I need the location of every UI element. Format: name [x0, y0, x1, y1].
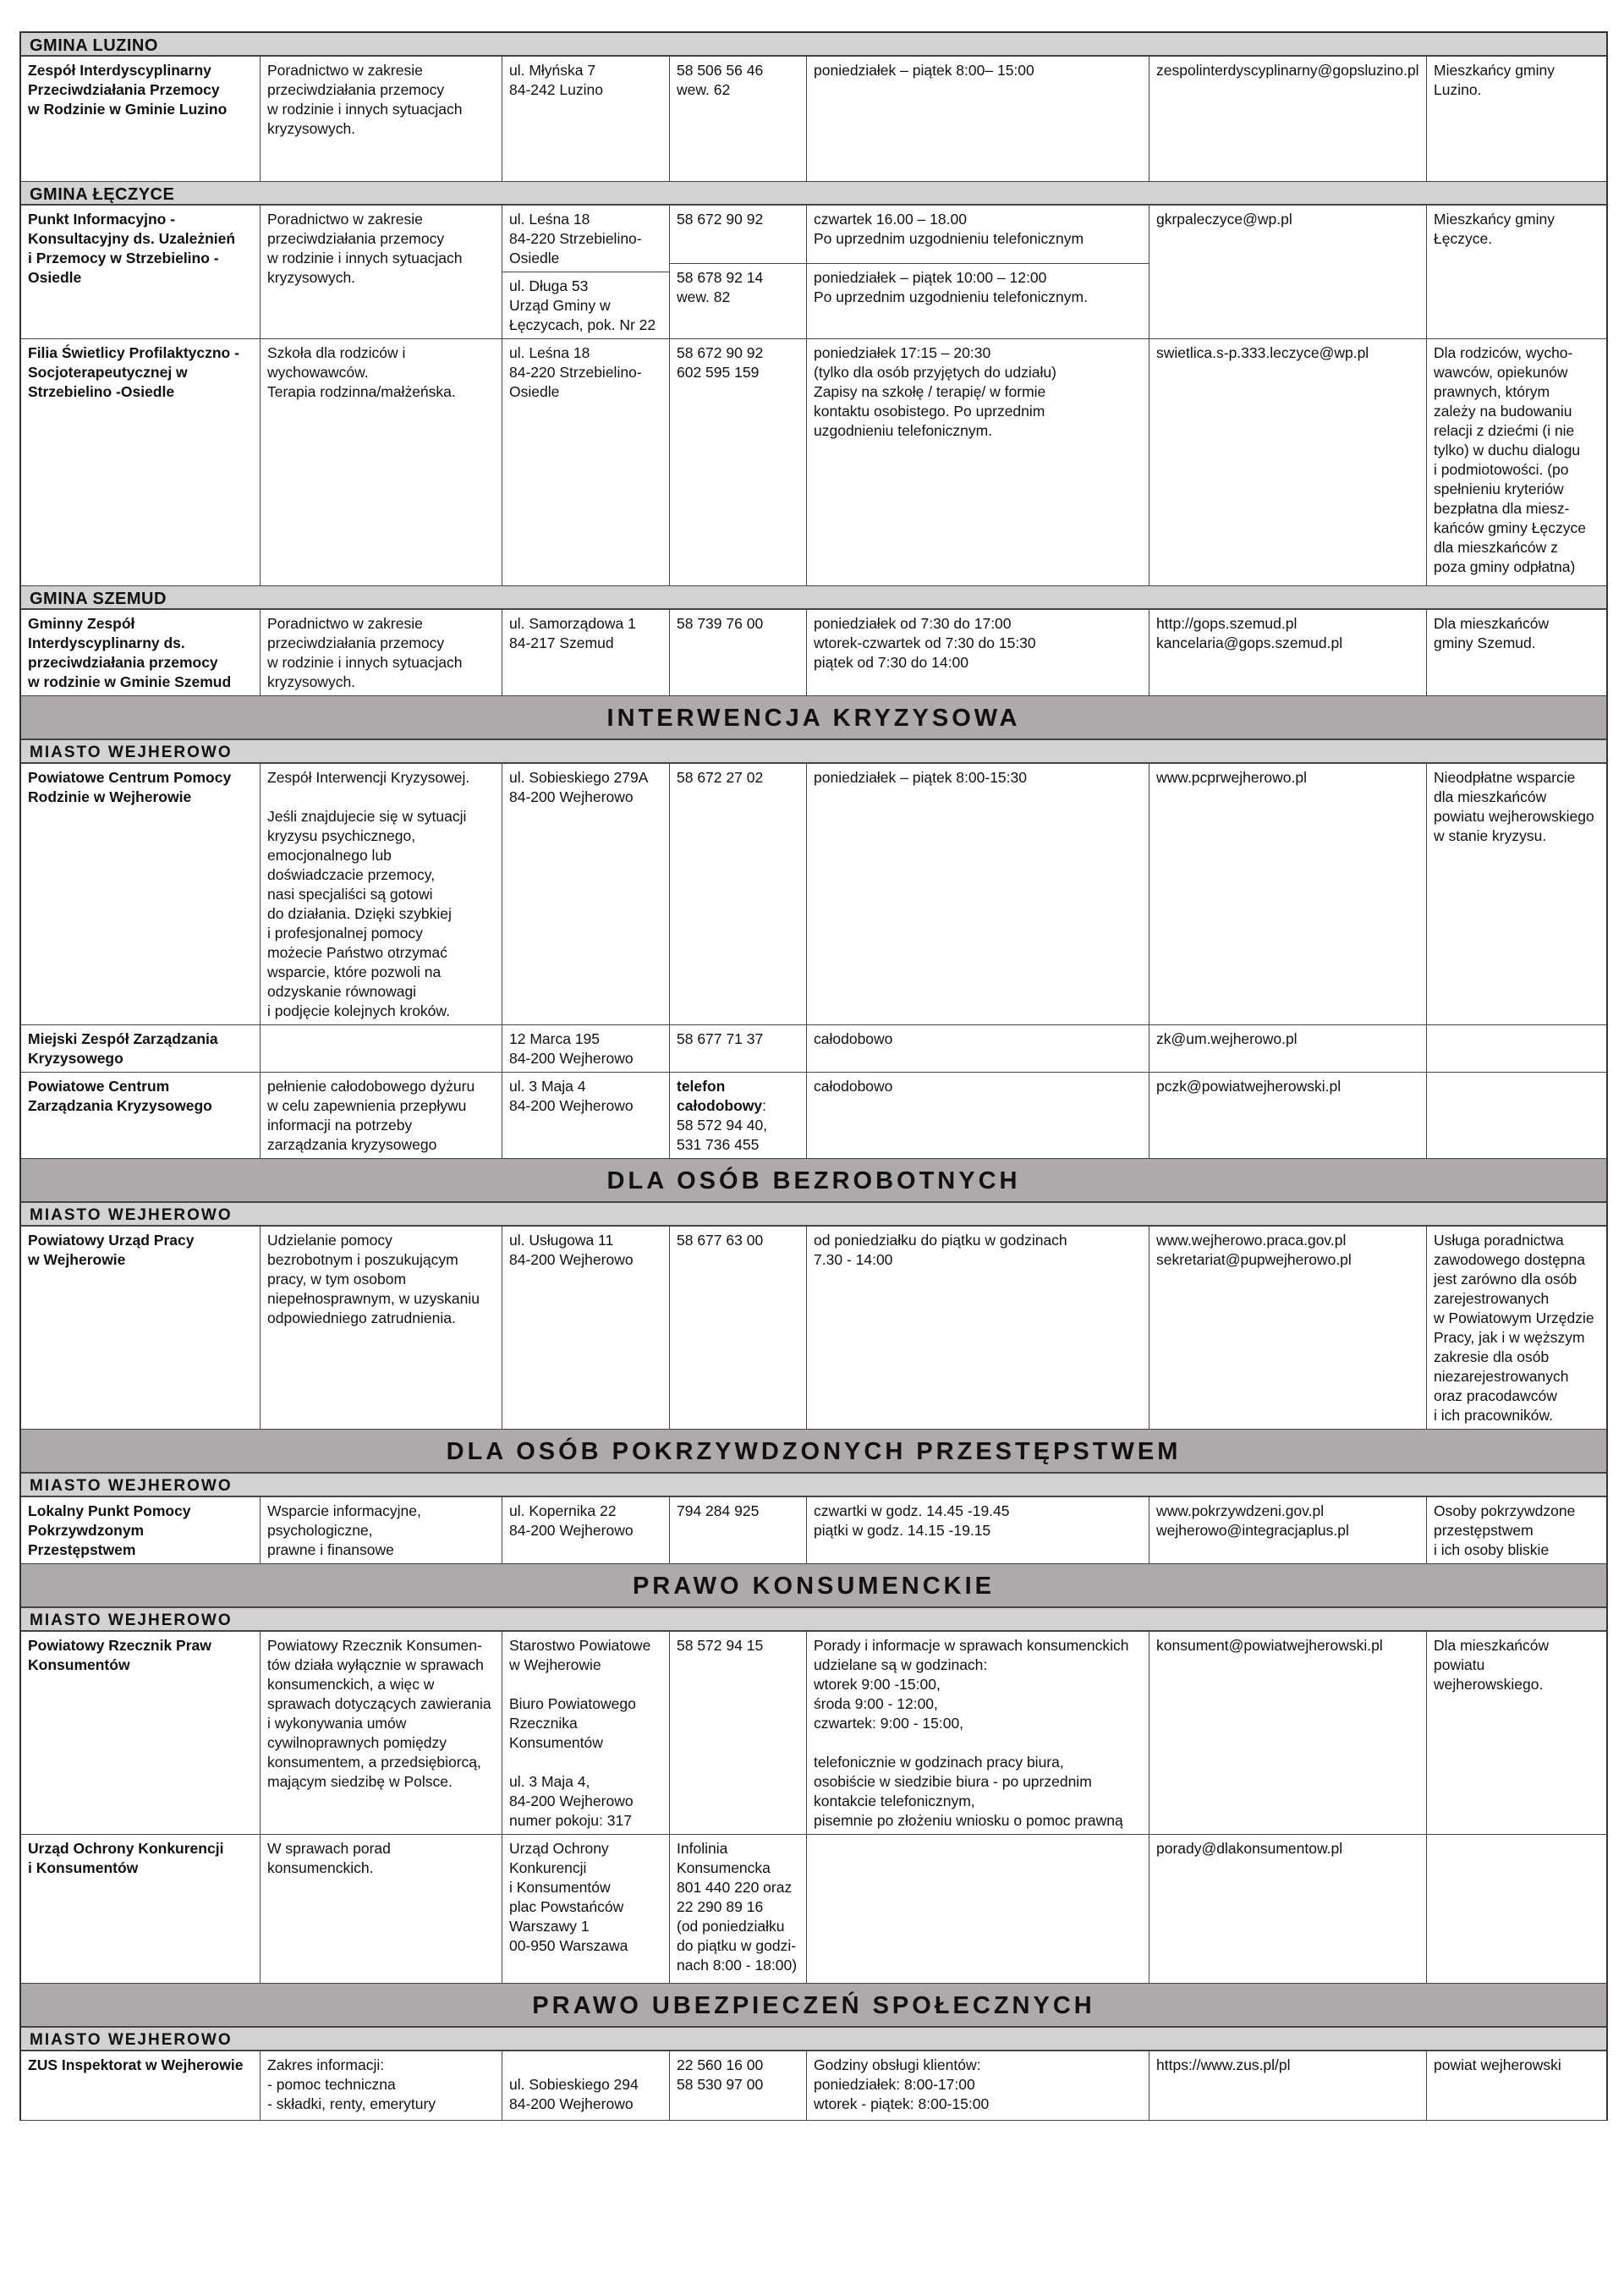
section-title: DLA OSÓB POKRZYWDZONYCH PRZESTĘPSTWEM — [21, 1430, 1606, 1474]
contact-email-web-cell[interactable]: konsument@powiatwejherowski.pl — [1149, 1632, 1427, 1834]
service-description-cell: Poradnictwo w zakresie przeciwdziałania przemocy w rodzinie i innych sytuacjach kryzysowych. — [261, 206, 502, 338]
region-header: MIASTO WEJHEROWO — [21, 1608, 1606, 1632]
service-description-cell: pełnienie całodobowego dyżuru w celu zapewnienia przepływu informacji na potrzeby zarządzania kryzysowego — [261, 1073, 502, 1158]
contact-email-web-cell[interactable]: gkrpaleczyce@wp.pl — [1149, 206, 1427, 338]
target-audience-cell: Mieszkańcy gminy Luzino. — [1434, 62, 1555, 98]
table-row — [21, 1227, 1606, 1430]
address-subentry: ul. Leśna 18 84-220 Strzebielino- Osiedle — [509, 211, 642, 266]
service-description-cell: Zakres informacji: - pomoc techniczna - składki, renty, emerytury — [261, 2051, 502, 2120]
opening-hours-cell: poniedziałek 17:15 – 20:30 (tylko dla osób przyjętych do udziału) Zapisy na szkołę / terapię/ w formie kontaktu osobistego. Po uprzednim uzgodnieniu telefonicznym. — [807, 339, 1149, 585]
contact-email-web-cell[interactable]: http://gops.szemud.pl kancelaria@gops.szemud.pl — [1149, 610, 1427, 695]
phone-value: : 58 572 94 40, 531 736 455 — [677, 1097, 768, 1153]
contact-email-web-cell[interactable]: porady@dlakonsumentow.pl — [1149, 1835, 1427, 1983]
address-cell — [502, 206, 670, 338]
target-audience-cell: Usługa poradnictwa zawodowego dostępna jest zarówno dla osób zarejestrowanych w Powiatowym Urzędzie Pracy, jak i w węższym zakresie dla osób niezarejestrowanych oraz pracodawców i ich pracowników. — [1434, 1232, 1594, 1424]
opening-hours-cell: czwartki w godz. 14.45 -19.45 piątki w godz. 14.15 -19.15 — [807, 1497, 1149, 1563]
contact-email-web-cell[interactable]: zk@um.wejherowo.pl — [1149, 1025, 1427, 1072]
address-cell: Starostwo Powiatowe w Wejherowie Biuro Powiatowego Rzecznika Konsumentów ul. 3 Maja 4, 84-200 Wejherowo numer pokoju: 317 — [502, 1632, 670, 1834]
table-row — [21, 206, 1606, 339]
target-audience-cell: Nieodpłatne wsparcie dla mieszkańców powiatu wejherowskiego w stanie kryzysu. — [1434, 769, 1594, 844]
phone-cell: 58 572 94 15 — [670, 1632, 807, 1834]
target-audience-cell: Dla mieszkańców powiatu wejherowskiego. — [1434, 1637, 1550, 1693]
phone-cell: 58 506 56 46 wew. 62 — [670, 57, 807, 181]
service-description-cell: Udzielanie pomocy bezrobotnym i poszukującym pracy, w tym osobom niepełnosprawnym, w uzyskaniu odpowiedniego zatrudnienia. — [261, 1227, 502, 1429]
institution-name-cell: Powiatowe Centrum Pomocy Rodzinie w Wejherowie — [21, 764, 261, 1024]
address-cell: ul. Usługowa 11 84-200 Wejherowo — [502, 1227, 670, 1429]
institution-name-cell: Powiatowe Centrum Zarządzania Kryzysowego — [21, 1073, 261, 1158]
contact-email-web-cell[interactable]: www.wejherowo.praca.gov.pl sekretariat@pupwejherowo.pl — [1149, 1227, 1427, 1429]
institution-name-cell: Lokalny Punkt Pomocy Pokrzywdzonym Przestępstwem — [21, 1497, 261, 1563]
service-description-cell: Poradnictwo w zakresie przeciwdziałania przemocy w rodzinie i innych sytuacjach kryzysowych. — [261, 610, 502, 695]
opening-hours-cell: całodobowo — [807, 1025, 1149, 1072]
address-cell: ul. Leśna 18 84-220 Strzebielino- Osiedle — [502, 339, 670, 585]
address-cell: ul. 3 Maja 4 84-200 Wejherowo — [502, 1073, 670, 1158]
target-audience-cell: Mieszkańcy gminy Łęczyce. — [1434, 211, 1555, 247]
phone-subentry: 58 678 92 14 wew. 82 — [670, 263, 806, 319]
phone-cell: 58 677 63 00 — [670, 1227, 807, 1429]
service-description-cell — [261, 1025, 502, 1072]
target-audience-cell: Dla rodziców, wycho- wawców, opiekunów prawnych, którym zależy na budowaniu relacji z dziećmi (i nie tylko) w duchu dialogu i podmiotowości. (po spełnieniu kryteriów bezpłatna dla miesz- kańców gminy Łęczyce dla mieszkańców z poza gminy odpłatna) — [1434, 344, 1586, 575]
address-cell: ul. Sobieskiego 279A 84-200 Wejherowo — [502, 764, 670, 1024]
contact-email-web-cell[interactable]: www.pcprwejherowo.pl — [1149, 764, 1427, 1024]
institution-name-cell: Miejski Zespół Zarządzania Kryzysowego — [21, 1025, 261, 1072]
phone-cell: 58 672 90 92 602 595 159 — [670, 339, 807, 585]
phone-cell — [670, 1073, 807, 1158]
phone-cell — [670, 206, 807, 338]
region-header: MIASTO WEJHEROWO — [21, 740, 1606, 764]
opening-hours-cell: Godziny obsługi klientów: poniedziałek: 8:00-17:00 wtorek - piątek: 8:00-15:00 — [807, 2051, 1149, 2120]
table-row — [21, 1835, 1606, 1984]
opening-hours-cell: całodobowo — [807, 1073, 1149, 1158]
institution-name-cell: Urząd Ochrony Konkurencji i Konsumentów — [21, 1835, 261, 1983]
section-title: INTERWENCJA KRYZYSOWA — [21, 696, 1606, 740]
contact-email-web-cell[interactable]: swietlica.s-p.333.leczyce@wp.pl — [1149, 339, 1427, 585]
phone-cell: 58 677 71 37 — [670, 1025, 807, 1072]
address-subentry: ul. Długa 53 Urząd Gminy w Łęczycach, pok. Nr 22 — [502, 272, 669, 338]
service-description-cell: Powiatowy Rzecznik Konsumen- tów działa wyłącznie w sprawach konsumenckich, a więc w sprawach dotyczących zawierania i wykonywania umów cywilnoprawnych pomiędzy konsumentem, a przedsiębiorcą, mającym siedzibę w Polsce. — [261, 1632, 502, 1834]
table-row — [21, 1025, 1606, 1073]
target-audience-cell: powiat wejherowski — [1434, 2056, 1561, 2073]
table-row — [21, 610, 1606, 696]
region-header: MIASTO WEJHEROWO — [21, 1203, 1606, 1227]
table-row — [21, 1632, 1606, 1835]
phone-label: telefon całodobowy — [677, 1078, 763, 1114]
address-cell: 12 Marca 195 84-200 Wejherowo — [502, 1025, 670, 1072]
region-header: GMINA SZEMUD — [21, 586, 1606, 610]
target-audience-cell — [1427, 1073, 1606, 1158]
service-description-cell: Szkoła dla rodziców i wychowawców. Terapia rodzinna/małżeńska. — [261, 339, 502, 585]
institution-name-cell: Powiatowy Rzecznik Praw Konsumentów — [21, 1632, 261, 1834]
section-title: PRAWO UBEZPIECZEŃ SPOŁECZNYCH — [21, 1984, 1606, 2028]
table-row — [21, 1073, 1606, 1159]
service-description-cell: W sprawach porad konsumenckich. — [261, 1835, 502, 1983]
services-directory-table — [19, 31, 1608, 2121]
service-description-cell: Zespół Interwencji Kryzysowej. Jeśli znajdujecie się w sytuacji kryzysu psychicznego, emocjonalnego lub doświadczacie przemocy, nasi specjaliści są gotowi do działania. Dzięki szybkiej i profesjonalnej pomocy możecie Państwo otrzymać wsparcie, które pozwoli na odzyskanie równowagi i podjęcie kolejnych kroków. — [261, 764, 502, 1024]
contact-email-web-cell[interactable]: www.pokrzywdzeni.gov.pl wejherowo@integracjaplus.pl — [1149, 1497, 1427, 1563]
address-cell: ul. Samorządowa 1 84-217 Szemud — [502, 610, 670, 695]
table-row — [21, 339, 1606, 586]
service-description-cell: Wsparcie informacyjne, psychologiczne, prawne i finansowe — [261, 1497, 502, 1563]
institution-name-cell: Gminny Zespół Interdyscyplinarny ds. przeciwdziałania przemocy w rodzinie w Gminie Szemud — [21, 610, 261, 695]
opening-hours-cell: od poniedziałku do piątku w godzinach 7.30 - 14:00 — [807, 1227, 1149, 1429]
institution-name-cell: Filia Świetlicy Profilaktyczno - Socjoterapeutycznej w Strzebielino -Osiedle — [21, 339, 261, 585]
region-header: MIASTO WEJHEROWO — [21, 2028, 1606, 2051]
service-description-cell: Poradnictwo w zakresie przeciwdziałania przemocy w rodzinie i innych sytuacjach kryzysowych. — [261, 57, 502, 181]
region-header: MIASTO WEJHEROWO — [21, 1474, 1606, 1497]
table-row — [21, 57, 1606, 182]
table-row — [21, 2051, 1606, 2121]
phone-cell: 58 739 76 00 — [670, 610, 807, 695]
phone-subentry: 58 672 90 92 — [677, 211, 764, 228]
address-cell: ul. Młyńska 7 84-242 Luzino — [502, 57, 670, 181]
opening-hours-cell: Porady i informacje w sprawach konsumenckich udzielane są w godzinach: wtorek 9:00 -15:00, środa 9:00 - 12:00, czwartek: 9:00 - 15:00, telefonicznie w godzinach pracy biura, osobiście w siedzibie biura - po uprzednim kontakcie telefonicznym, pisemnie po złożeniu wniosku o pomoc prawną — [807, 1632, 1149, 1834]
contact-email-web-cell[interactable]: https://www.zus.pl/pl — [1149, 2051, 1427, 2120]
phone-cell: 58 672 27 02 — [670, 764, 807, 1024]
target-audience-cell: Dla mieszkańców gminy Szemud. — [1434, 615, 1550, 651]
target-audience-cell — [1427, 1835, 1606, 1983]
contact-email-web-cell[interactable]: pczk@powiatwejherowski.pl — [1149, 1073, 1427, 1158]
institution-name-cell: Punkt Informacyjno - Konsultacyjny ds. Uzależnień i Przemocy w Strzebielino - Osiedle — [21, 206, 261, 338]
opening-hours-subentry: poniedziałek – piątek 10:00 – 12:00 Po uprzednim uzgodnieniu telefonicznym. — [807, 263, 1149, 319]
opening-hours-cell — [807, 206, 1149, 338]
institution-name-cell: ZUS Inspektorat w Wejherowie — [21, 2051, 261, 2120]
phone-cell: Infolinia Konsumencka 801 440 220 oraz 22 290 89 16 (od poniedziałku do piątku w godzi- nach 8:00 - 18:00) — [670, 1835, 807, 1983]
section-title: DLA OSÓB BEZROBOTNYCH — [21, 1159, 1606, 1203]
opening-hours-cell: poniedziałek – piątek 8:00-15:30 — [807, 764, 1149, 1024]
phone-cell: 794 284 925 — [670, 1497, 807, 1563]
region-header: GMINA ŁĘCZYCE — [21, 182, 1606, 206]
contact-email-web-cell[interactable]: zespolinterdyscyplinarny@gopsluzino.pl — [1149, 57, 1427, 181]
section-title: PRAWO KONSUMENCKIE — [21, 1564, 1606, 1608]
address-cell: ul. Kopernika 22 84-200 Wejherowo — [502, 1497, 670, 1563]
opening-hours-cell: poniedziałek od 7:30 do 17:00 wtorek-czwartek od 7:30 do 15:30 piątek od 7:30 do 14:00 — [807, 610, 1149, 695]
region-header: GMINA LUZINO — [21, 33, 1606, 57]
opening-hours-subentry: czwartek 16.00 – 18.00 Po uprzednim uzgodnieniu telefonicznym — [814, 211, 1084, 247]
phone-cell: 22 560 16 00 58 530 97 00 — [670, 2051, 807, 2120]
address-cell: Urząd Ochrony Konkurencji i Konsumentów plac Powstańców Warszawy 1 00-950 Warszawa — [502, 1835, 670, 1983]
opening-hours-cell — [807, 1835, 1149, 1983]
address-cell: ul. Sobieskiego 294 84-200 Wejherowo — [502, 2051, 670, 2120]
table-row — [21, 1497, 1606, 1564]
table-row — [21, 764, 1606, 1025]
target-audience-cell: Osoby pokrzywdzone przestępstwem i ich osoby bliskie — [1434, 1502, 1576, 1558]
opening-hours-cell: poniedziałek – piątek 8:00– 15:00 — [807, 57, 1149, 181]
institution-name-cell: Zespół Interdyscyplinarny Przeciwdziałania Przemocy w Rodzinie w Gminie Luzino — [21, 57, 261, 181]
target-audience-cell — [1427, 1025, 1606, 1072]
institution-name-cell: Powiatowy Urząd Pracy w Wejherowie — [21, 1227, 261, 1429]
